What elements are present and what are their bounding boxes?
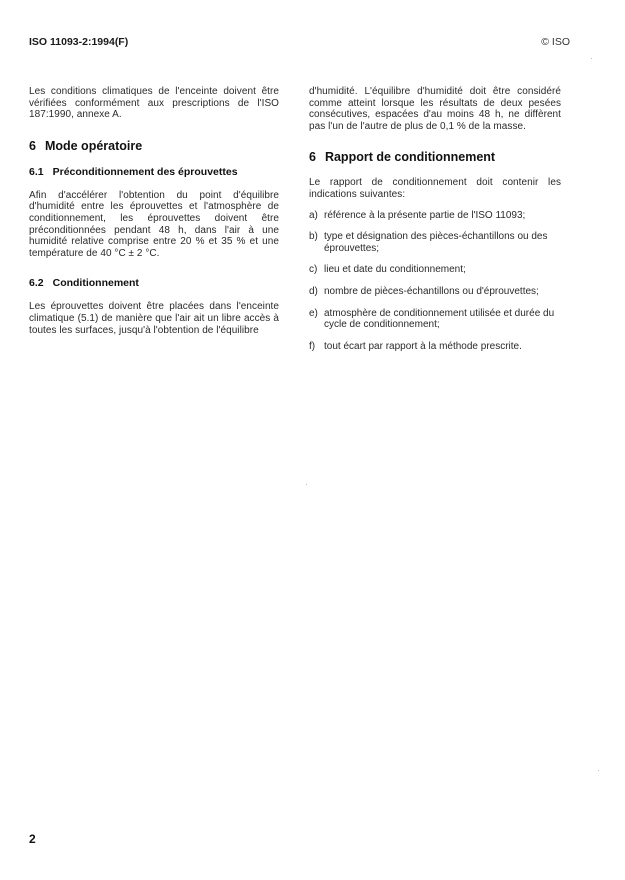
subsection-number: 6.1 — [29, 165, 44, 178]
section-title: Mode opératoire — [44, 138, 143, 153]
subsection-heading-6-1 — [29, 166, 279, 178]
left-column — [29, 86, 279, 350]
list-item — [309, 286, 561, 298]
section-title: Rapport de conditionnement — [324, 150, 496, 165]
subsection-heading-6-2 — [29, 277, 279, 289]
section-heading-rapport — [309, 150, 561, 164]
section-number: 6 — [309, 150, 316, 165]
list-item-text: lieu et date du conditionnement; — [324, 264, 466, 276]
scan-speck — [591, 58, 592, 59]
continuation-paragraph: d'humidité. L'équilibre d'humidité doit être considéré comme atteint lorsque les résultats de deux pesées consécutives, espacées d'au moins 48 h, ne diffèrent pas l'un de l'autre de plus de 0,1 % de la masse. — [309, 86, 561, 132]
list-item — [309, 308, 561, 331]
list-item-text: référence à la présente partie de l'ISO 11093; — [324, 209, 526, 221]
list-item-text: atmosphère de conditionnement utilisée et durée du cycle de conditionnement; — [324, 307, 555, 331]
list-marker: b) — [309, 231, 318, 243]
list-item — [309, 210, 561, 222]
list-item — [309, 341, 561, 353]
report-intro: Le rapport de conditionnement doit contenir les indications suivantes: — [309, 177, 561, 200]
list-marker: c) — [309, 264, 318, 276]
list-item — [309, 231, 561, 254]
scan-speck — [306, 484, 307, 485]
list-marker: f) — [309, 340, 316, 352]
list-item — [309, 264, 561, 276]
section-number: 6 — [29, 138, 36, 153]
conditioning-paragraph: Les éprouvettes doivent être placées dans l'enceinte climatique (5.1) de manière que l'air ait un libre accès à toutes les surfaces, jusqu'à l'obtention de l'équilibre — [29, 301, 279, 336]
right-column — [309, 86, 561, 362]
list-item-text: type et désignation des pièces-échantillons ou des éprouvettes; — [324, 231, 548, 254]
subsection-title: Conditionnement — [52, 277, 139, 290]
report-items-list — [309, 210, 561, 353]
list-item-text: nombre de pièces-échantillons ou d'éprouvettes; — [324, 285, 539, 297]
list-marker: a) — [309, 209, 318, 221]
list-marker: e) — [309, 307, 318, 319]
document-id: ISO 11093-2:1994(F) — [29, 36, 129, 48]
section-heading-mode-operatoire — [29, 139, 279, 153]
copyright-notice: © ISO — [541, 36, 570, 48]
subsection-title: Préconditionnement des éprouvettes — [52, 165, 238, 178]
subsection-number: 6.2 — [29, 277, 44, 290]
list-item-text: tout écart par rapport à la méthode prescrite. — [324, 340, 522, 352]
intro-paragraph: Les conditions climatiques de l'enceinte doivent être vérifiées conformément aux prescriptions de l'ISO 187:1990, annexe A. — [29, 86, 279, 121]
preconditioning-paragraph: Afin d'accélérer l'obtention du point d'équilibre d'humidité entre les éprouvettes et l'atmosphère de conditionnement, les éprouvettes doivent être préconditionnées pendant 48 h, dans l'air à une humidité relative comprise entre 20 % et 35 % et une température de 40 °C ± 2 °C. — [29, 189, 279, 259]
scan-speck — [598, 770, 599, 771]
page-number: 2 — [29, 832, 36, 846]
list-marker: d) — [309, 285, 318, 297]
